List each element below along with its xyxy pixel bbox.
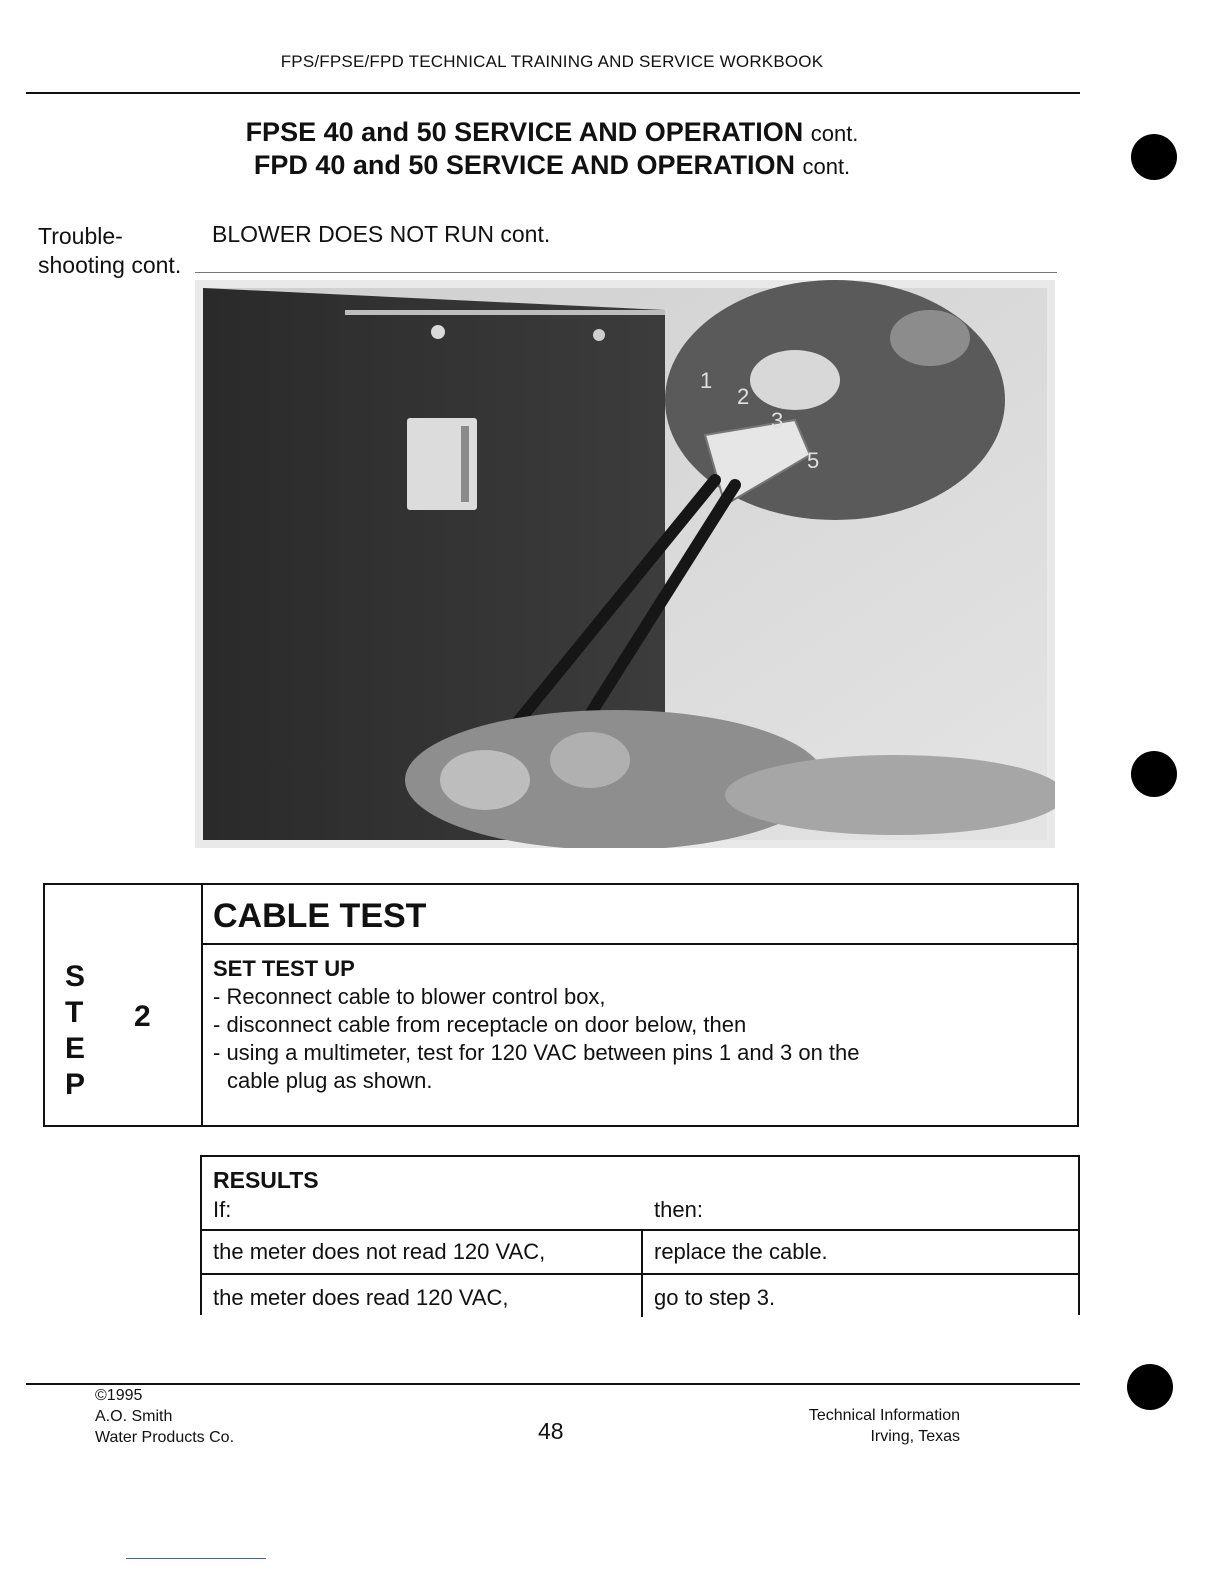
bottom-blue-line — [126, 1558, 266, 1559]
side-label-line2: shooting cont. — [38, 252, 182, 278]
footer-right — [760, 1405, 960, 1447]
title-fpd-cont: cont. — [802, 154, 851, 179]
pin-label-3: 3 — [771, 408, 784, 433]
step-title-row — [201, 885, 1077, 945]
table-row — [202, 1229, 1078, 1275]
step-column — [45, 885, 203, 1125]
pin-label-1: 1 — [700, 368, 713, 393]
footer-right-1: Technical Information — [808, 1407, 960, 1424]
results-heading: RESULTS — [213, 1167, 319, 1193]
forearm — [725, 755, 1055, 835]
result-condition: the meter does read 120 VAC, — [213, 1285, 509, 1310]
subheading: BLOWER DOES NOT RUN cont. — [212, 221, 551, 247]
connector-slot — [461, 426, 469, 502]
title-line-fpd — [0, 150, 1104, 181]
step-letter-s: S — [65, 960, 86, 993]
result-condition: the meter does not read 120 VAC, — [213, 1239, 546, 1264]
page-number: 48 — [538, 1418, 564, 1444]
step-letter-p: P — [65, 1068, 86, 1101]
pin-label-2: 2 — [737, 384, 750, 409]
step-letter-t: T — [65, 996, 84, 1029]
result-action: go to step 3. — [654, 1285, 776, 1310]
step-letter-e: E — [65, 1032, 86, 1065]
lower-hand-knuckle-1 — [440, 750, 530, 810]
table-row — [202, 1275, 1078, 1319]
binder-hole-middle — [1131, 751, 1177, 797]
results-if-label: If: — [213, 1197, 232, 1222]
footer-left — [95, 1385, 234, 1448]
panel-screw-right — [593, 329, 605, 341]
results-then-label: then: — [654, 1197, 703, 1222]
instruction-line-4: cable plug as shown. — [227, 1068, 433, 1093]
footer-copyright: ©1995 — [95, 1387, 143, 1404]
photo-top-rule — [195, 272, 1057, 273]
title-fpse-cont: cont. — [810, 121, 859, 146]
panel-edge-highlight — [345, 310, 665, 315]
instruction-line-2: - disconnect cable from receptacle on door below, then — [213, 1012, 747, 1037]
thumb — [750, 350, 840, 410]
header-rule — [26, 92, 1080, 94]
running-header: FPS/FPSE/FPD TECHNICAL TRAINING AND SERVICE WORKBOOK — [280, 52, 824, 71]
title-fpse: FPSE 40 and 50 SERVICE AND OPERATION — [245, 117, 804, 147]
panel-screw-left — [431, 325, 445, 339]
result-action: replace the cable. — [654, 1239, 828, 1264]
fingertip — [890, 310, 970, 366]
footer-company-1: A.O. Smith — [95, 1408, 173, 1425]
step-number: 2 — [134, 1000, 151, 1033]
section-side-label — [38, 222, 181, 280]
title-fpd: FPD 40 and 50 SERVICE AND OPERATION — [253, 150, 795, 180]
binder-hole-top — [1131, 134, 1177, 180]
results-table — [200, 1155, 1080, 1315]
footer-right-2: Irving, Texas — [870, 1428, 960, 1445]
setup-heading: SET TEST UP — [213, 956, 355, 981]
step-title: CABLE TEST — [213, 897, 427, 935]
title-line-fpse — [0, 117, 1104, 148]
cable-test-photo — [195, 280, 1055, 848]
instruction-line-1: - Reconnect cable to blower control box, — [213, 984, 606, 1009]
results-header — [202, 1157, 1078, 1231]
step-letters — [65, 959, 85, 1103]
binder-hole-bottom — [1127, 1364, 1173, 1410]
pin-label-5: 5 — [807, 448, 820, 473]
side-label-line1: Trouble- — [38, 223, 123, 249]
lower-hand-knuckle-2 — [550, 732, 630, 788]
step-instructions — [213, 955, 860, 1095]
instruction-line-3: - using a multimeter, test for 120 VAC between pins 1 and 3 on the — [213, 1040, 860, 1065]
footer-company-2: Water Products Co. — [95, 1429, 235, 1446]
step-box — [43, 883, 1079, 1127]
